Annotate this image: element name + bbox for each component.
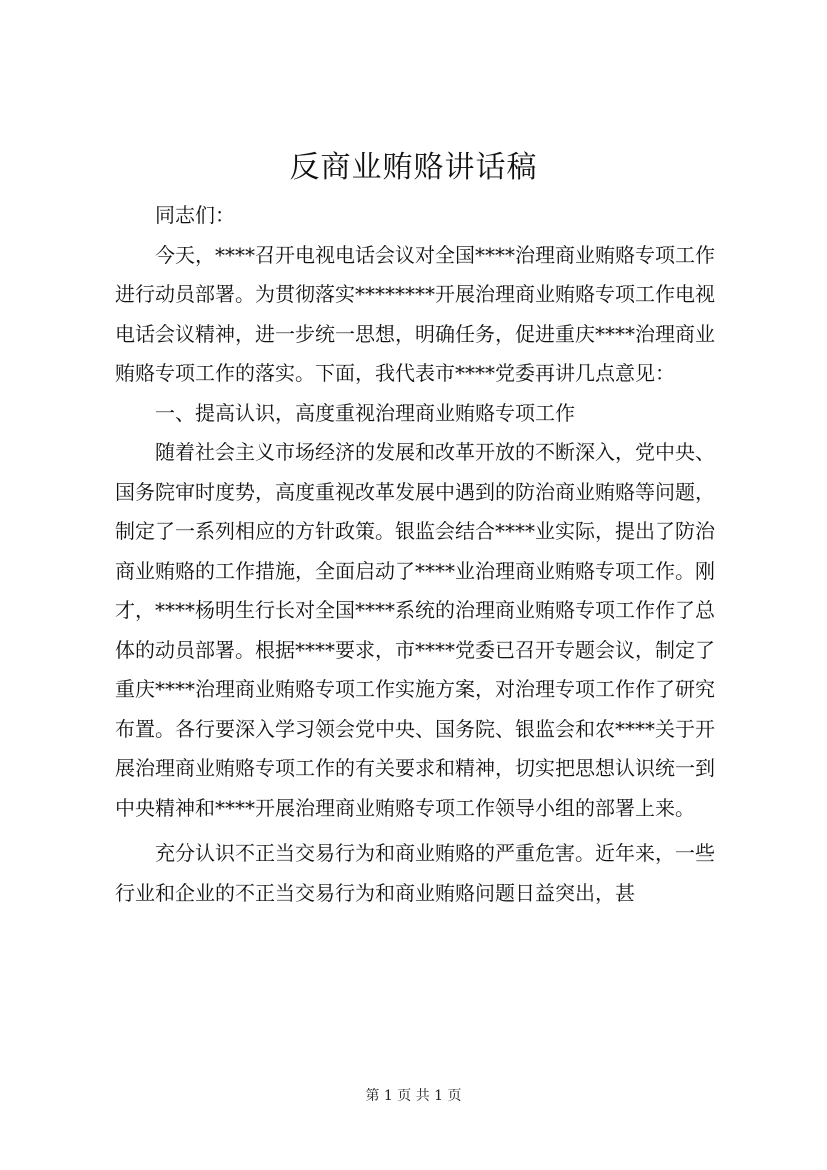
section-heading: 一、提高认识，高度重视治理商业贿赂专项工作 (155, 400, 575, 425)
paragraph-background: 随着社会主义市场经济的发展和改革开放的不断深入，党中央、国务院审时度势，高度重视改革发展中遇到的防治商业贿赂等问题，制定了一系列相应的方针政策。银监会结合****业实际，提出了防治商业贿赂的工作措施，全面启动了****业治理商业贿赂专项工作。刚才，****杨明生行长对全国****系统的治理商业贿赂专项工作作了总体的动员部署。根据****要求，市****党委已召开专题会议，制定了重庆****治理商业贿赂专项工作实施方案，对治理专项工作作了研究布置。各行要深入学习领会党中央、国务院、银监会和农****关于开展治理商业贿赂专项工作的有关要求和精神，切实把思想认识统一到中央精神和****开展治理商业贿赂专项工作领导小组的部署上来。 (115, 440, 715, 820)
paragraph-harm: 充分认识不正当交易行为和商业贿赂的严重危害。近年来，一些行业和企业的不正当交易行为和商业贿赂问题日益突出，甚 (115, 841, 715, 905)
paragraph-intro: 今天，****召开电视电话会议对全国****治理商业贿赂专项工作进行动员部署。为贯彻落实********开展治理商业贿赂专项工作电视电话会议精神，进一步统一思想，明确任务，促进重庆****治理商业贿赂专项工作的落实。下面，我代表市****党委再讲几点意见： (115, 242, 715, 385)
page-number-footer: 第 1 页 共 1 页 (365, 1088, 462, 1104)
salutation: 同志们： (155, 203, 235, 227)
document-title: 反商业贿赂讲话稿 (289, 150, 538, 185)
document-body (115, 196, 715, 913)
